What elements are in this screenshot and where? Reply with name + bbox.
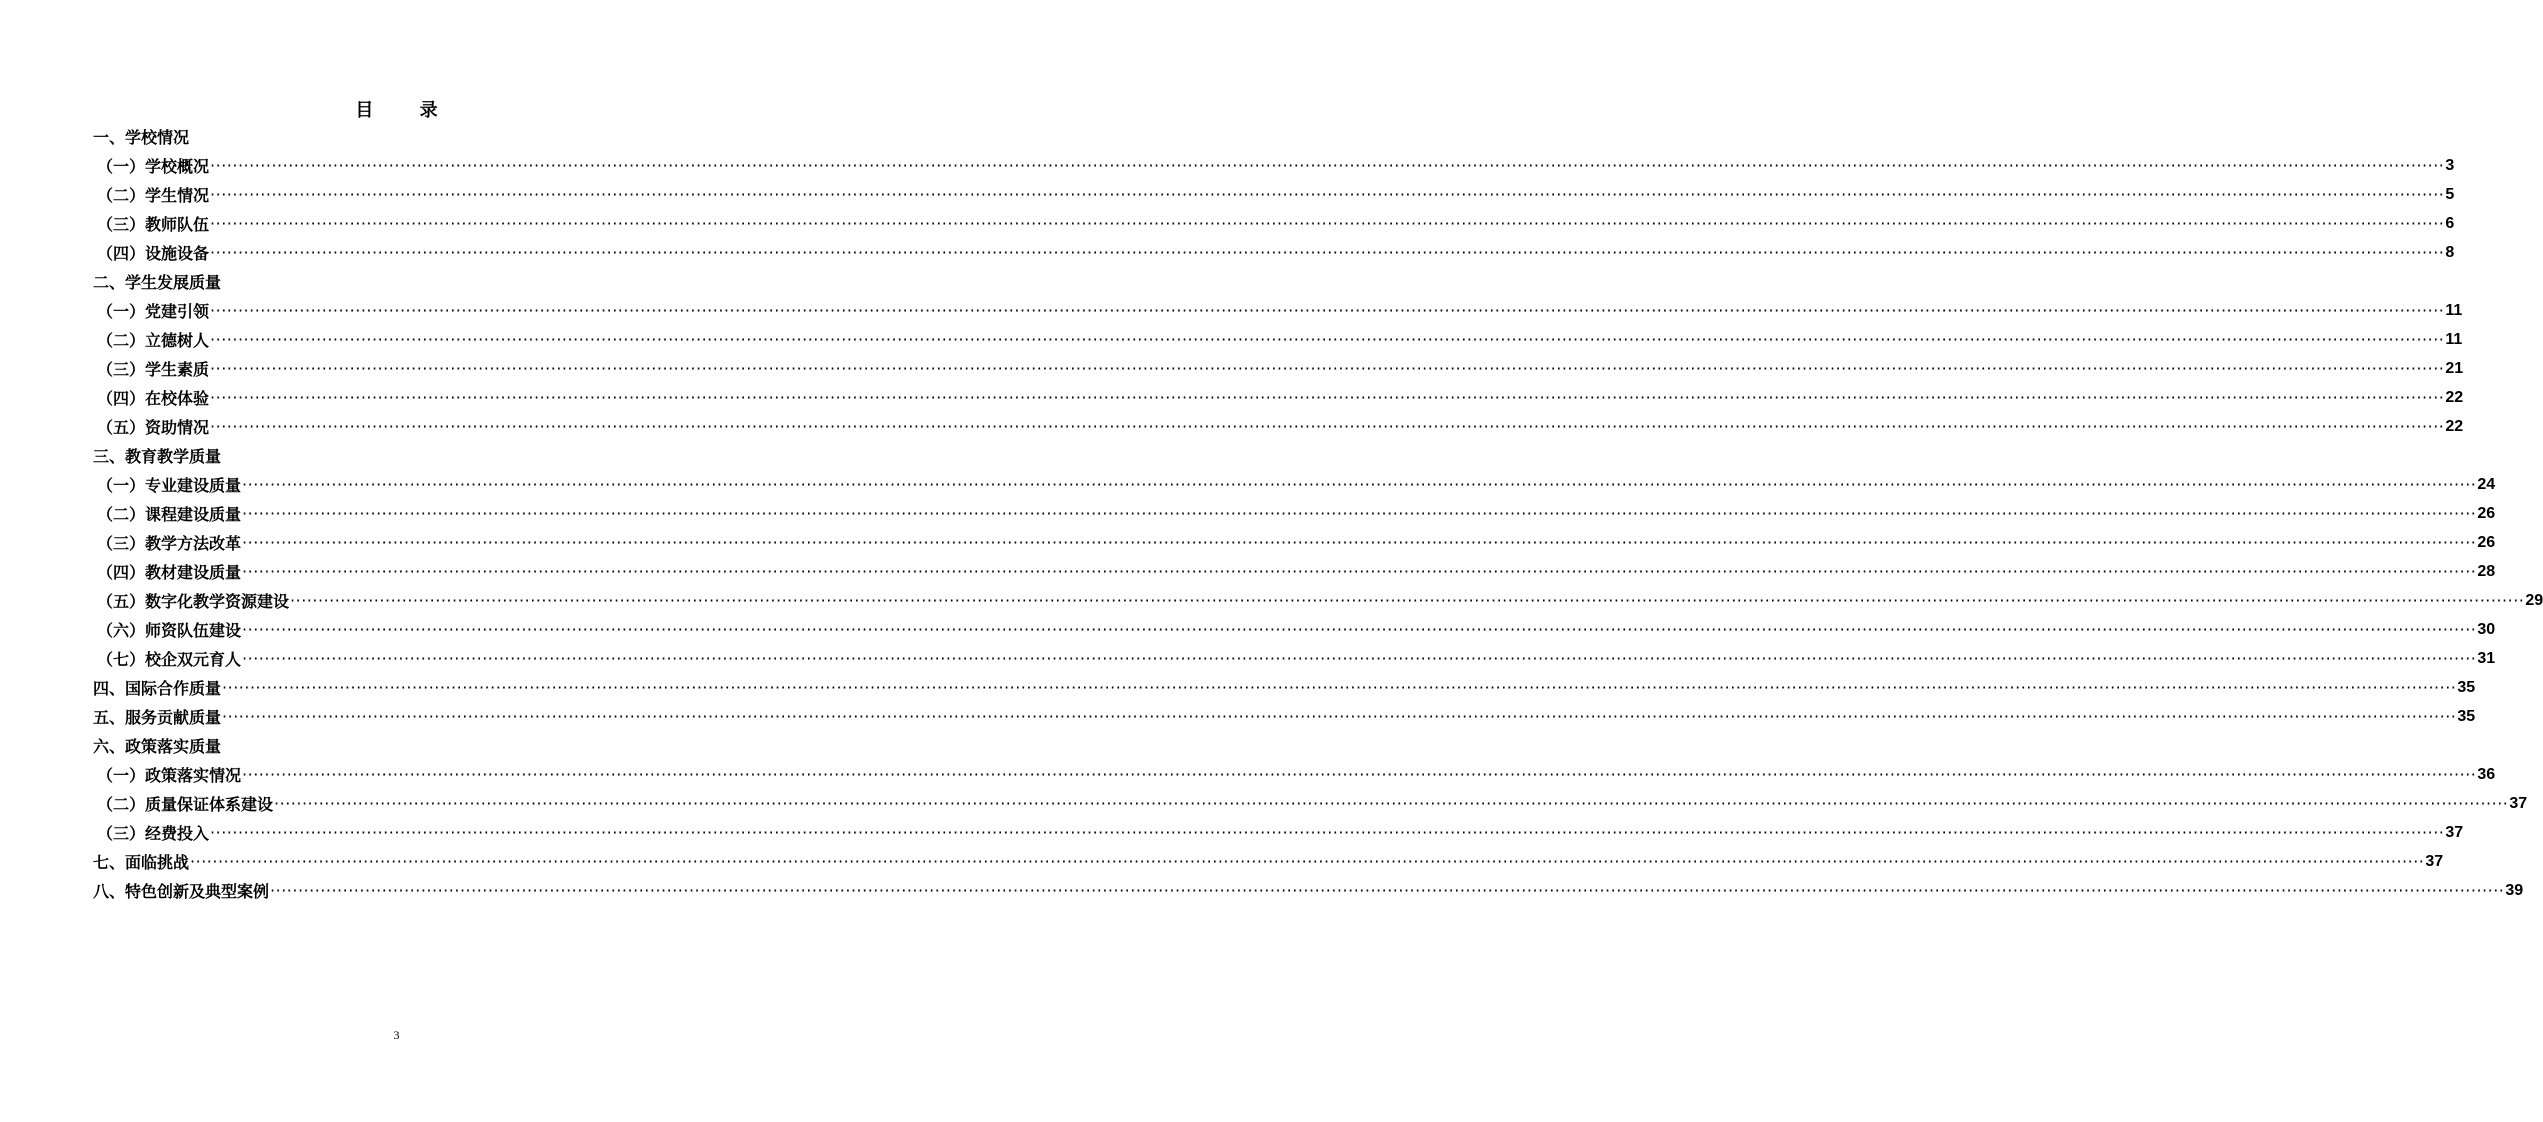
- toc-entry-label: （三）教学方法改革: [97, 534, 242, 553]
- toc-leader-dots: ················································································································································································································································································································································································································: [242, 562, 2477, 581]
- toc-leader-dots: ················································································································································································································································································································································································································: [190, 852, 2425, 871]
- toc-entry[interactable]: [93, 760, 2496, 789]
- toc-entry-label: 三、教育教学质量: [93, 447, 222, 466]
- toc-entry-label: 二、学生发展质量: [93, 273, 222, 292]
- toc-entry[interactable]: [93, 876, 2524, 905]
- toc-entry-page: 37: [2509, 794, 2528, 812]
- toc-entry-page: 21: [2445, 359, 2464, 377]
- toc-leader-dots: ················································································································································································································································································································································································································: [274, 794, 2509, 813]
- toc-entry[interactable]: [93, 267, 677, 296]
- toc-entry-label: （五）资助情况: [97, 418, 210, 437]
- toc-leader-dots: ················································································································································································································································································································································································································: [210, 243, 2445, 262]
- toc-leader-dots: ················································································································································································································································································································································································································: [210, 359, 2445, 378]
- toc-entry[interactable]: [93, 325, 2463, 354]
- toc-entry-label: 八、特色创新及典型案例: [93, 882, 270, 901]
- toc-entry-page: 35: [2457, 678, 2476, 696]
- toc-entry-page: 37: [2425, 852, 2444, 870]
- toc-entry[interactable]: [93, 151, 2455, 180]
- toc-leader-dots: ················································································································································································································································································································································································································: [210, 417, 2445, 436]
- toc-entry-page: 26: [2477, 533, 2496, 551]
- toc-entry-label: （五）数字化教学资源建设: [97, 592, 290, 611]
- toc-entry-page: 36: [2477, 765, 2496, 783]
- toc-leader-dots: ················································································································································································································································································································································································································: [210, 388, 2445, 407]
- toc-entry[interactable]: [93, 557, 2496, 586]
- toc-entry-page: 11: [2445, 301, 2463, 319]
- toc-entry-label: 七、面临挑战: [93, 853, 190, 872]
- toc-entry-page: 37: [2445, 823, 2464, 841]
- toc-entry-label: （六）师资队伍建设: [97, 621, 242, 640]
- toc-entry-label: 一、学校情况: [93, 128, 190, 147]
- toc-entry-page: 5: [2445, 185, 2455, 203]
- toc-entry[interactable]: [93, 412, 2464, 441]
- toc-leader-dots: ················································································································································································································································································································································································································: [290, 591, 2525, 610]
- toc-entry[interactable]: [93, 615, 2496, 644]
- toc-leader-dots: ················································································································································································································································································································································································································: [210, 330, 2445, 349]
- toc-leader-dots: ················································································································································································································································································································································································································: [210, 156, 2445, 175]
- toc-entry[interactable]: [93, 528, 2496, 557]
- toc-entry[interactable]: [93, 818, 2464, 847]
- toc-leader-dots: ················································································································································································································································································································································································································: [242, 475, 2477, 494]
- toc-entry-page: 11: [2445, 330, 2463, 348]
- page-title: 目 录: [355, 100, 458, 121]
- toc-entry-page: 3: [2445, 156, 2455, 174]
- toc-entry-label: （二）质量保证体系建设: [97, 795, 274, 814]
- toc-leader-dots: ················································································································································································································································································································································································································: [210, 823, 2445, 842]
- page-number: 3: [393, 1028, 400, 1042]
- toc-leader-dots: ················································································································································································································································································································································································································: [222, 707, 2457, 726]
- toc-entry-label: （一）专业建设质量: [97, 476, 242, 495]
- toc-entry[interactable]: [93, 441, 677, 470]
- toc-entry[interactable]: [93, 731, 677, 760]
- toc-entry-page: 8: [2445, 243, 2455, 261]
- toc-entry[interactable]: [93, 586, 2543, 615]
- toc-leader-dots: ················································································································································································································································································································································································································: [242, 533, 2477, 552]
- toc-entry-label: 六、政策落实质量: [93, 737, 222, 756]
- toc-entry-label: （三）教师队伍: [97, 215, 210, 234]
- toc-entry-label: （七）校企双元育人: [97, 650, 242, 669]
- toc-entry[interactable]: [93, 122, 677, 151]
- toc-leader-dots: ················································································································································································································································································································································································································: [270, 881, 2505, 900]
- toc-leader-dots: ················································································································································································································································································································································································································: [242, 620, 2477, 639]
- toc-entry[interactable]: [93, 180, 2455, 209]
- toc-entry-page: 6: [2445, 214, 2455, 232]
- toc-leader-dots: ················································································································································································································································································································································································································: [210, 301, 2445, 320]
- toc-entry-page: 22: [2445, 417, 2464, 435]
- toc-entry[interactable]: [93, 470, 2496, 499]
- toc-entry-label: （三）经费投入: [97, 824, 210, 843]
- toc-entry-page: 22: [2445, 388, 2464, 406]
- toc-entry-label: （二）学生情况: [97, 186, 210, 205]
- table-of-contents: [93, 122, 2543, 905]
- toc-entry-page: 35: [2457, 707, 2476, 725]
- toc-entry[interactable]: [93, 644, 2496, 673]
- toc-leader-dots: ················································································································································································································································································································································································································: [210, 214, 2445, 233]
- toc-entry-page: 24: [2477, 475, 2496, 493]
- toc-entry[interactable]: [93, 383, 2464, 412]
- toc-entry-page: 31: [2477, 649, 2496, 667]
- toc-entry-label: （一）政策落实情况: [97, 766, 242, 785]
- toc-entry-page: 28: [2477, 562, 2496, 580]
- toc-entry-label: 五、服务贡献质量: [93, 708, 222, 727]
- toc-entry-page: 29: [2525, 591, 2543, 609]
- toc-entry-page: 30: [2477, 620, 2496, 638]
- toc-entry-page: 39: [2505, 881, 2524, 899]
- toc-entry[interactable]: [93, 702, 2476, 731]
- toc-leader-dots: ················································································································································································································································································································································································································: [222, 678, 2457, 697]
- toc-leader-dots: ················································································································································································································································································································································································································: [210, 185, 2445, 204]
- toc-entry[interactable]: [93, 673, 2476, 702]
- toc-entry-label: （四）设施设备: [97, 244, 210, 263]
- toc-entry[interactable]: [93, 209, 2455, 238]
- toc-entry-label: （一）党建引领: [97, 302, 210, 321]
- toc-entry-label: （二）课程建设质量: [97, 505, 242, 524]
- toc-leader-dots: ················································································································································································································································································································································································································: [242, 765, 2477, 784]
- toc-entry-label: （四）在校体验: [97, 389, 210, 408]
- toc-entry-label: （二）立德树人: [97, 331, 210, 350]
- toc-entry-label: （四）教材建设质量: [97, 563, 242, 582]
- toc-entry[interactable]: [93, 847, 2444, 876]
- toc-entry-page: 26: [2477, 504, 2496, 522]
- toc-entry[interactable]: [93, 354, 2464, 383]
- toc-leader-dots: ················································································································································································································································································································································································································: [242, 649, 2477, 668]
- toc-entry[interactable]: [93, 296, 2463, 325]
- toc-leader-dots: ················································································································································································································································································································································································································: [242, 504, 2477, 523]
- toc-entry[interactable]: [93, 789, 2528, 818]
- toc-entry-label: （三）学生素质: [97, 360, 210, 379]
- toc-entry[interactable]: [93, 238, 2455, 267]
- toc-entry[interactable]: [93, 499, 2496, 528]
- toc-entry-label: （一）学校概况: [97, 157, 210, 176]
- toc-entry-label: 四、国际合作质量: [93, 679, 222, 698]
